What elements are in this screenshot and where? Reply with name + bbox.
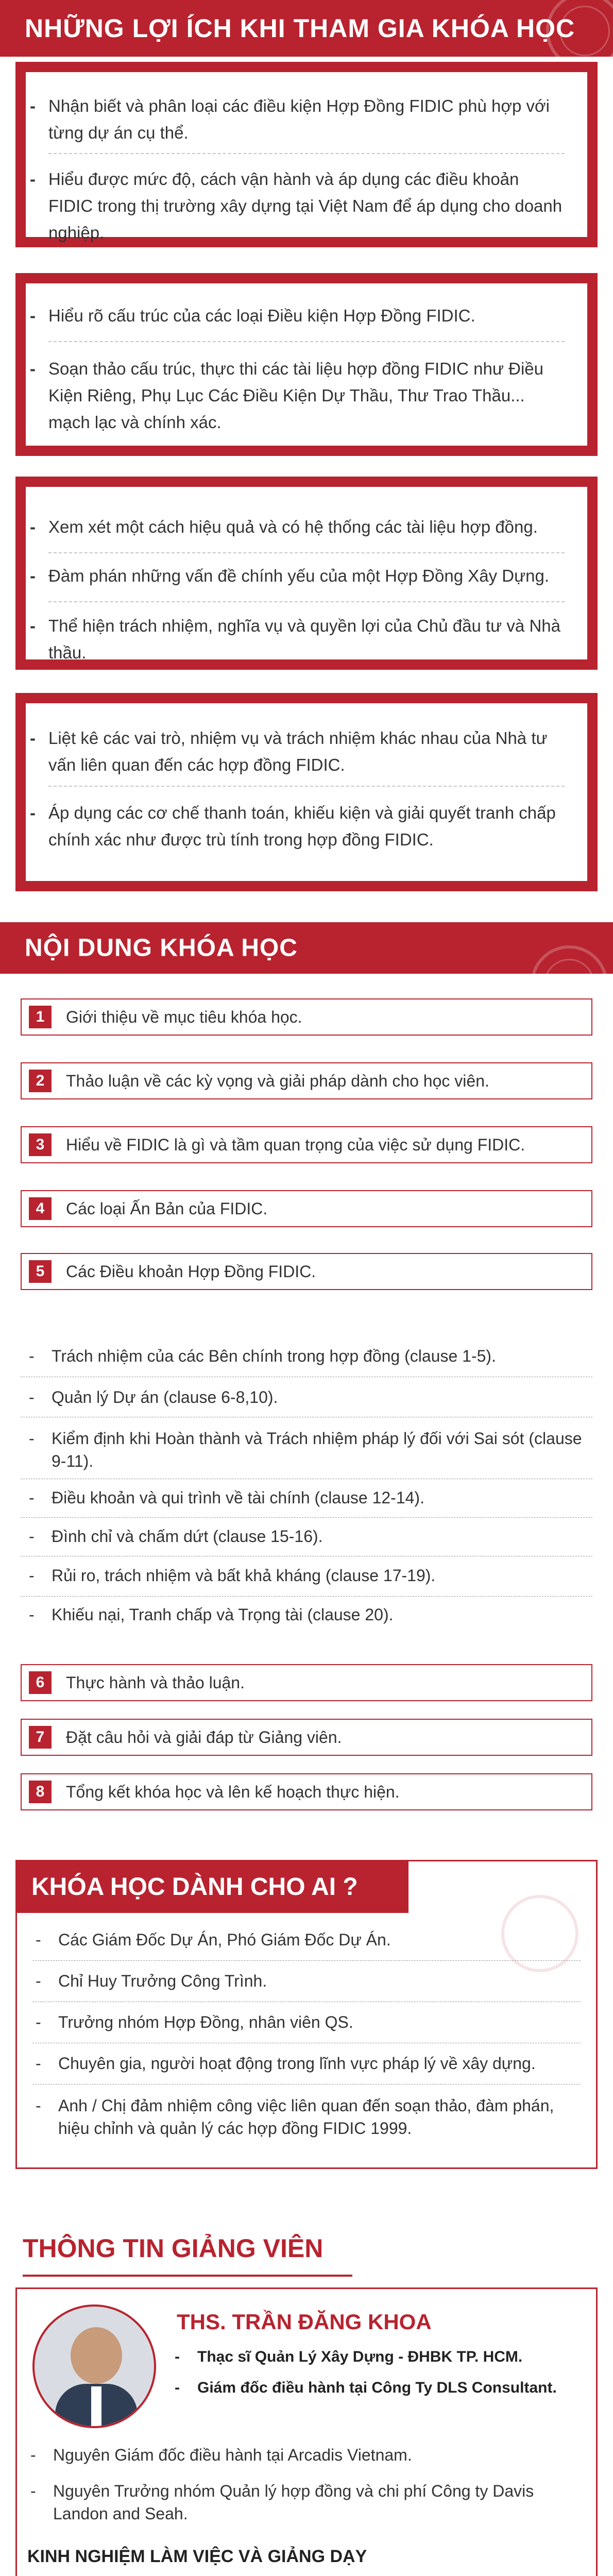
benefit-card-1 [15,62,598,247]
step-text: Đặt câu hỏi và giải đáp từ Giảng viên. [66,1728,342,1747]
benefits-header [0,0,613,57]
step-number: 1 [29,1006,52,1028]
benefit-item: - Nhận biết và phân loại các điều kiện Hợp Đồng FIDIC phù hợp với từng dự án cụ thể. [30,96,550,142]
step-number: 7 [29,1726,52,1749]
benefit-item: - Hiểu được mức độ, cách vận hành và áp dụng các điều khoản FIDIC trong thị trường xây dựng tại Việt Nam để áp dụng cho doanh nghiệp. [30,170,563,242]
divider [21,1596,592,1597]
benefit-card-3 [15,477,598,670]
step-row [21,1773,592,1810]
step-row [21,1126,592,1163]
experience-title: KINH NGHIỆM LÀM VIỆC VÀ GIẢNG DẠY [27,2547,367,2566]
clause-item: - Quản lý Dự án (clause 6-8,10). [52,1386,582,1409]
step-text: Tổng kết khóa học và lên kế hoạch thực hiện. [66,1783,400,1801]
lecturer-role: - Nguyên Giám đốc điều hành tại Arcadis Vietnam. [53,2444,565,2466]
step-number: 6 [29,1671,52,1694]
step-row [21,1719,592,1756]
content-title: NỘI DUNG KHÓA HỌC [25,934,298,962]
content-header [0,922,613,974]
audience-card [15,1860,598,2169]
benefit-card-2 [15,273,598,456]
divider [48,341,565,342]
divider [48,153,565,154]
audience-item: - Các Giám Đốc Dự Án, Phó Giám Đốc Dự Án. [58,1928,565,1951]
clause-item: - Điều khoản và qui trình về tài chính (clause 12-14). [52,1486,582,1509]
benefit-item: - Thể hiện trách nhiệm, nghĩa vụ và quyền lợi của Chủ đầu tư và Nhà thầu. [30,616,560,662]
lecturer-name: THS. TRẦN ĐĂNG KHOA [177,2310,432,2334]
step-row [21,1253,592,1290]
clause-item: - Đình chỉ và chấm dứt (clause 15-16). [52,1525,582,1548]
clause-item: - Khiếu nại, Tranh chấp và Trọng tài (clause 20). [52,1603,582,1626]
lecturer-section-title: THÔNG TIN GIẢNG VIÊN [23,2234,323,2263]
benefit-item: - Xem xét một cách hiệu quả và có hệ thống các tài liệu hợp đồng. [30,517,538,536]
audience-item: - Chỉ Huy Trưởng Công Trình. [58,1970,565,1992]
lecturer-avatar [32,2304,156,2428]
divider [48,552,565,553]
step-text: Các loại Ấn Bản của FIDIC. [66,1199,268,1218]
step-text: Thực hành và thảo luận. [66,1673,245,1692]
logo-watermark-icon [546,0,613,70]
step-number: 8 [29,1781,52,1803]
divider [48,786,565,787]
audience-header [17,1861,408,1913]
step-number: 3 [29,1133,52,1156]
audience-item: - Anh / Chị đảm nhiệm công việc liên quan đến soạn thảo, đàm phán, hiệu chỉnh và quản lý các hợp đồng FIDIC 1999. [58,2094,565,2140]
audience-item: - Trưởng nhóm Hợp Đồng, nhân viên QS. [58,2011,565,2033]
lecturer-title: - Thạc sĩ Quản Lý Xây Dựng - ĐHBK TP. HCM. [197,2346,565,2368]
step-number: 4 [29,1197,52,1220]
benefit-item: - Hiểu rõ cấu trúc của các loại Điều kiện Hợp Đồng FIDIC. [30,306,475,325]
clause-item: - Rủi ro, trách nhiệm và bất khả kháng (clause 17-19). [52,1564,582,1587]
divider [21,1517,592,1518]
benefit-item: - Áp dụng các cơ chế thanh toán, khiếu kiện và giải quyết tranh chấp chính xác như được trù tính trong hợp đồng FIDIC. [30,803,556,849]
lecturer-title: - Giám đốc điều hành tại Công Ty DLS Consultant. [197,2377,565,2399]
clause-item: - Trách nhiệm của các Bên chính trong hợp đồng (clause 1-5). [52,1345,582,1367]
lecturer-card [15,2287,598,2576]
step-text: Thảo luận về các kỳ vọng và giải pháp dành cho học viên. [66,1072,489,1090]
step-row [21,1062,592,1099]
step-row [21,1664,592,1701]
benefit-item: - Soạn thảo cấu trúc, thực thi các tài liệu hợp đồng FIDIC như Điều Kiện Riêng, Phụ Lục Các Điều Kiện Dự Thầu, Thư Trao Thầu... mạch lạc và chính xác. [30,359,543,432]
step-row [21,1190,592,1227]
clause-item: - Kiểm định khi Hoàn thành và Trách nhiệm pháp lý đối với Sai sót (clause 9-11). [52,1427,582,1472]
lecturer-role: - Nguyên Trưởng nhóm Quản lý hợp đồng và chi phí Công ty Davis Landon and Seah. [53,2480,565,2525]
step-text: Giới thiệu về mục tiêu khóa học. [66,1008,302,1026]
benefit-item: - Liệt kê các vai trò, nhiệm vụ và trách nhiệm khác nhau của Nhà tư vấn liên quan đến các hợp đồng FIDIC. [30,728,548,774]
step-row [21,998,592,1036]
step-number: 2 [29,1070,52,1092]
benefit-item: - Đàm phán những vấn đề chính yếu của một Hợp Đồng Xây Dựng. [30,566,550,585]
divider [48,601,565,602]
divider [23,2275,352,2277]
audience-title: KHÓA HỌC DÀNH CHO AI ? [31,1873,358,1901]
step-text: Hiểu về FIDIC là gì và tầm quan trọng của việc sử dụng FIDIC. [66,1136,525,1154]
divider [32,1960,581,1961]
audience-item: - Chuyên gia, người hoạt động trong lĩnh vực pháp lý về xây dựng. [58,2052,565,2075]
step-number: 5 [29,1260,52,1283]
benefits-title: NHỮNG LỢI ÍCH KHI THAM GIA KHÓA HỌC [25,14,575,43]
step-text: Các Điều khoản Hợp Đồng FIDIC. [66,1262,316,1281]
benefit-card-4 [15,693,598,891]
